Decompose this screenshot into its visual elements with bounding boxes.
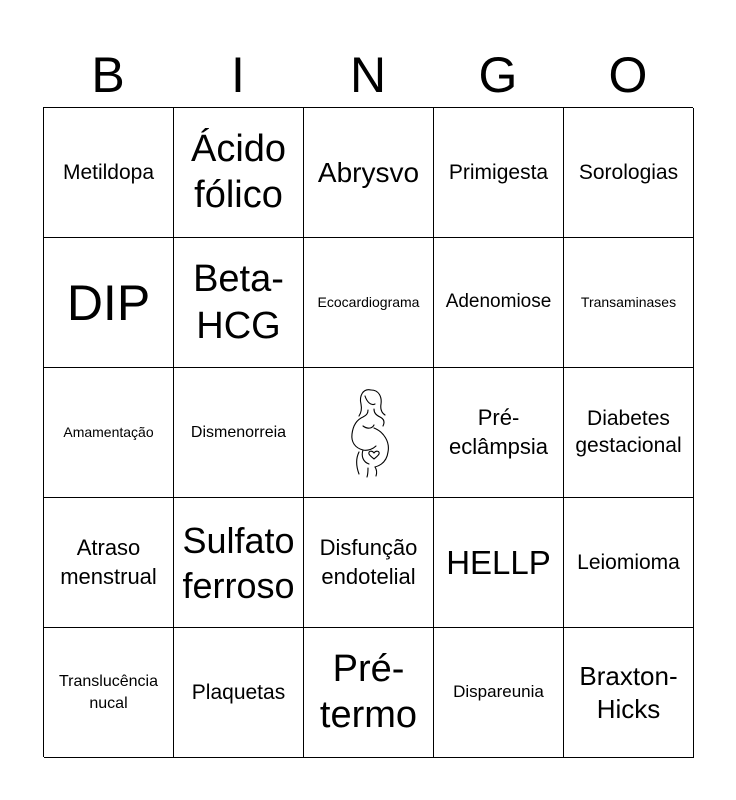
cell-label: Ecocardiograma xyxy=(317,294,420,311)
bingo-cell[interactable] xyxy=(304,498,434,628)
bingo-cell[interactable] xyxy=(434,498,564,628)
bingo-cell[interactable] xyxy=(44,238,174,368)
header-letter-g: G xyxy=(478,47,518,103)
cell-label: Pré-eclâmpsia xyxy=(448,404,549,459)
bingo-cell[interactable] xyxy=(304,628,434,758)
cell-label: Atraso menstrual xyxy=(60,534,157,589)
pregnant-woman-icon xyxy=(341,382,397,483)
bingo-cell[interactable] xyxy=(174,238,304,368)
cell-label: Adenomiose xyxy=(445,291,552,313)
bingo-cell[interactable] xyxy=(44,498,174,628)
header-letter-i: I xyxy=(231,47,245,103)
cell-label: Translucência nucal xyxy=(58,672,158,712)
cell-label: Sorologias xyxy=(578,160,679,184)
bingo-cell[interactable] xyxy=(44,628,174,758)
cell-label: Pré-termo xyxy=(319,647,418,736)
header-letter-o: O xyxy=(608,47,648,103)
bingo-cell[interactable] xyxy=(44,368,174,498)
bingo-cell[interactable] xyxy=(564,108,694,238)
cell-label: Metildopa xyxy=(62,160,155,184)
cell-label: Beta-HCG xyxy=(193,258,284,347)
bingo-cell[interactable] xyxy=(564,368,694,498)
bingo-cell[interactable] xyxy=(174,498,304,628)
bingo-cell[interactable] xyxy=(564,498,694,628)
bingo-cell[interactable] xyxy=(434,238,564,368)
cell-label: Diabetes gestacional xyxy=(575,407,682,457)
cell-label: Disfunção endotelial xyxy=(319,534,418,589)
header-letter-b: B xyxy=(91,47,125,103)
cell-label: Amamentação xyxy=(63,424,154,441)
cell-label: HELLP xyxy=(446,543,551,581)
cell-label: Sulfato ferroso xyxy=(182,519,295,606)
bingo-cell[interactable] xyxy=(174,368,304,498)
bingo-cell[interactable] xyxy=(304,108,434,238)
header-letter-n: N xyxy=(349,47,387,103)
cell-label: Transaminases xyxy=(580,294,677,311)
cell-label: Dismenorreia xyxy=(190,423,287,441)
bingo-cell[interactable] xyxy=(174,108,304,238)
cell-label: Dispareunia xyxy=(453,682,544,702)
bingo-cell[interactable] xyxy=(174,628,304,758)
bingo-cell[interactable] xyxy=(304,238,434,368)
bingo-header xyxy=(43,44,693,106)
cell-label: Ácido fólico xyxy=(190,127,287,216)
cell-label: DIP xyxy=(66,274,151,331)
bingo-cell[interactable] xyxy=(44,108,174,238)
bingo-cell[interactable] xyxy=(564,628,694,758)
bingo-card-grid xyxy=(43,107,693,757)
cell-label: Primigesta xyxy=(448,160,549,184)
free-space-cell[interactable] xyxy=(304,368,434,498)
cell-label: Leiomioma xyxy=(577,550,680,574)
bingo-cell[interactable] xyxy=(434,108,564,238)
cell-label: Braxton-Hicks xyxy=(579,661,678,724)
cell-label: Abrysvo xyxy=(317,156,420,188)
cell-label: Plaquetas xyxy=(191,680,286,704)
bingo-cell[interactable] xyxy=(564,238,694,368)
bingo-cell[interactable] xyxy=(434,628,564,758)
bingo-cell[interactable] xyxy=(434,368,564,498)
